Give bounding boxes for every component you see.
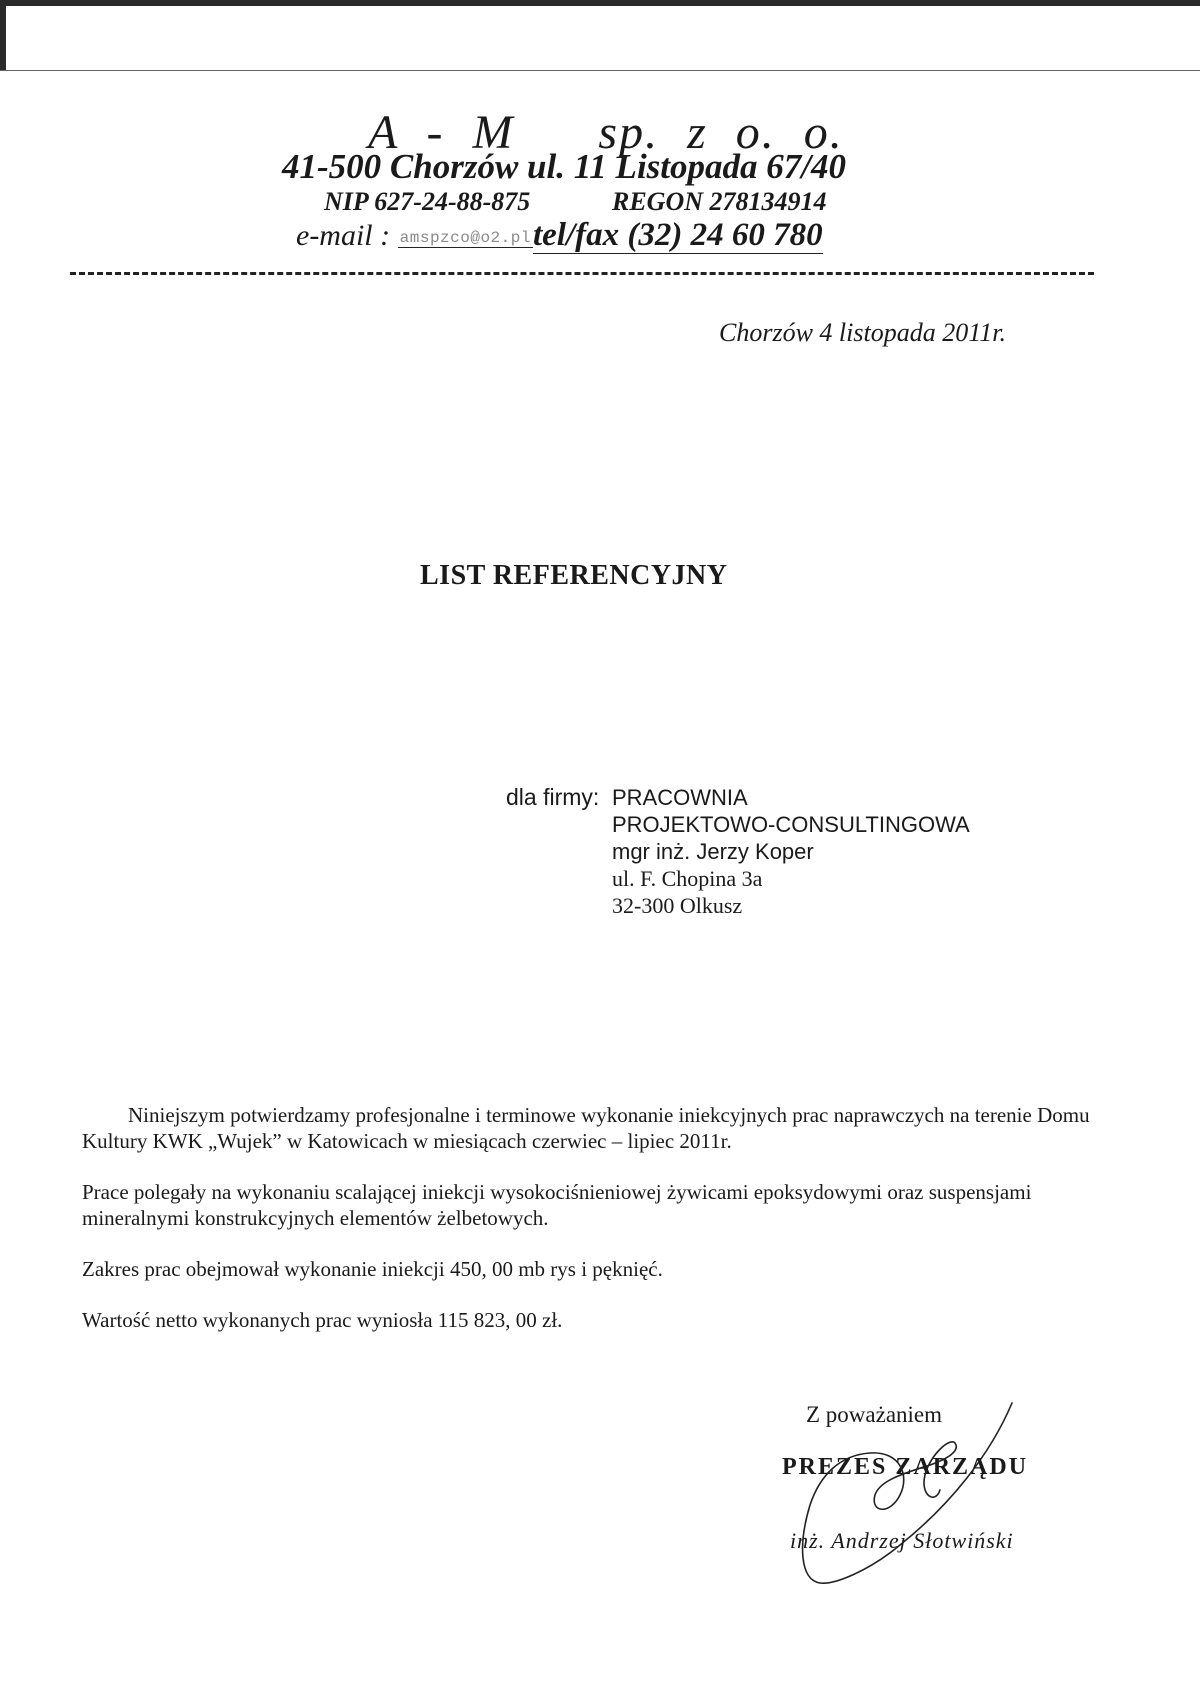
body-paragraph: Prace polegały na wykonaniu scalającej iniekcji wysokociśnieniowej żywicami epoksydowymi oraz suspensjami mineralnymi konstrukcyjnych elementów żelbetowych. — [82, 1180, 1032, 1230]
scan-border — [0, 0, 1200, 6]
closing-greeting: Z poważaniem — [806, 1402, 943, 1427]
recipient-line: ul. F. Chopina 3a — [612, 866, 763, 891]
recipient-line: 32-300 Olkusz — [612, 893, 743, 918]
recipient-line: mgr inż. Jerzy Koper — [612, 839, 814, 864]
email-address: amspzco@o2.pl — [399, 229, 531, 247]
recipient-line: PROJEKTOWO-CONSULTINGOWA — [612, 812, 970, 837]
recipient-label: dla firmy: — [506, 784, 600, 810]
letter-title: LIST REFERENCYJNY — [420, 560, 728, 591]
letter-body — [82, 1102, 1092, 1358]
letterhead-separator — [70, 272, 1094, 275]
contact-row — [296, 217, 823, 254]
company-regon: REGON 278134914 — [612, 187, 827, 216]
email-label: e-mail : — [296, 219, 398, 252]
company-name: A - M sp. z o. o. — [368, 106, 844, 159]
body-paragraph: Niniejszym potwierdzamy profesjonalne i terminowe wykonanie iniekcyjnych prac naprawczych na terenie Domu Kultury KWK „Wujek” w Katowicach w miesiącach czerwiec – lipiec 2011r. — [82, 1103, 1090, 1153]
body-paragraph: Wartość netto wykonanych prac wyniosła 115 823, 00 zł. — [82, 1308, 563, 1332]
stamp-title: PREZES ZARZĄDU — [782, 1454, 1029, 1480]
recipient-line: PRACOWNIA — [612, 785, 748, 810]
handwritten-signature — [780, 1395, 1040, 1595]
body-paragraph: Zakres prac obejmował wykonanie iniekcji 450, 00 mb rys i pęknięć. — [82, 1257, 663, 1281]
telfax: tel/fax (32) 24 60 780 — [532, 217, 823, 253]
scan-border — [0, 70, 1200, 71]
company-nip: NIP 627-24-88-875 — [324, 187, 531, 216]
letter-date: Chorzów 4 listopada 2011r. — [719, 318, 1007, 347]
company-address: 41-500 Chorzów ul. 11 Listopada 67/40 — [282, 147, 846, 186]
stamp-name: inż. Andrzej Słotwiński — [790, 1528, 1014, 1553]
scan-border — [0, 0, 6, 70]
recipient-block — [612, 784, 970, 919]
